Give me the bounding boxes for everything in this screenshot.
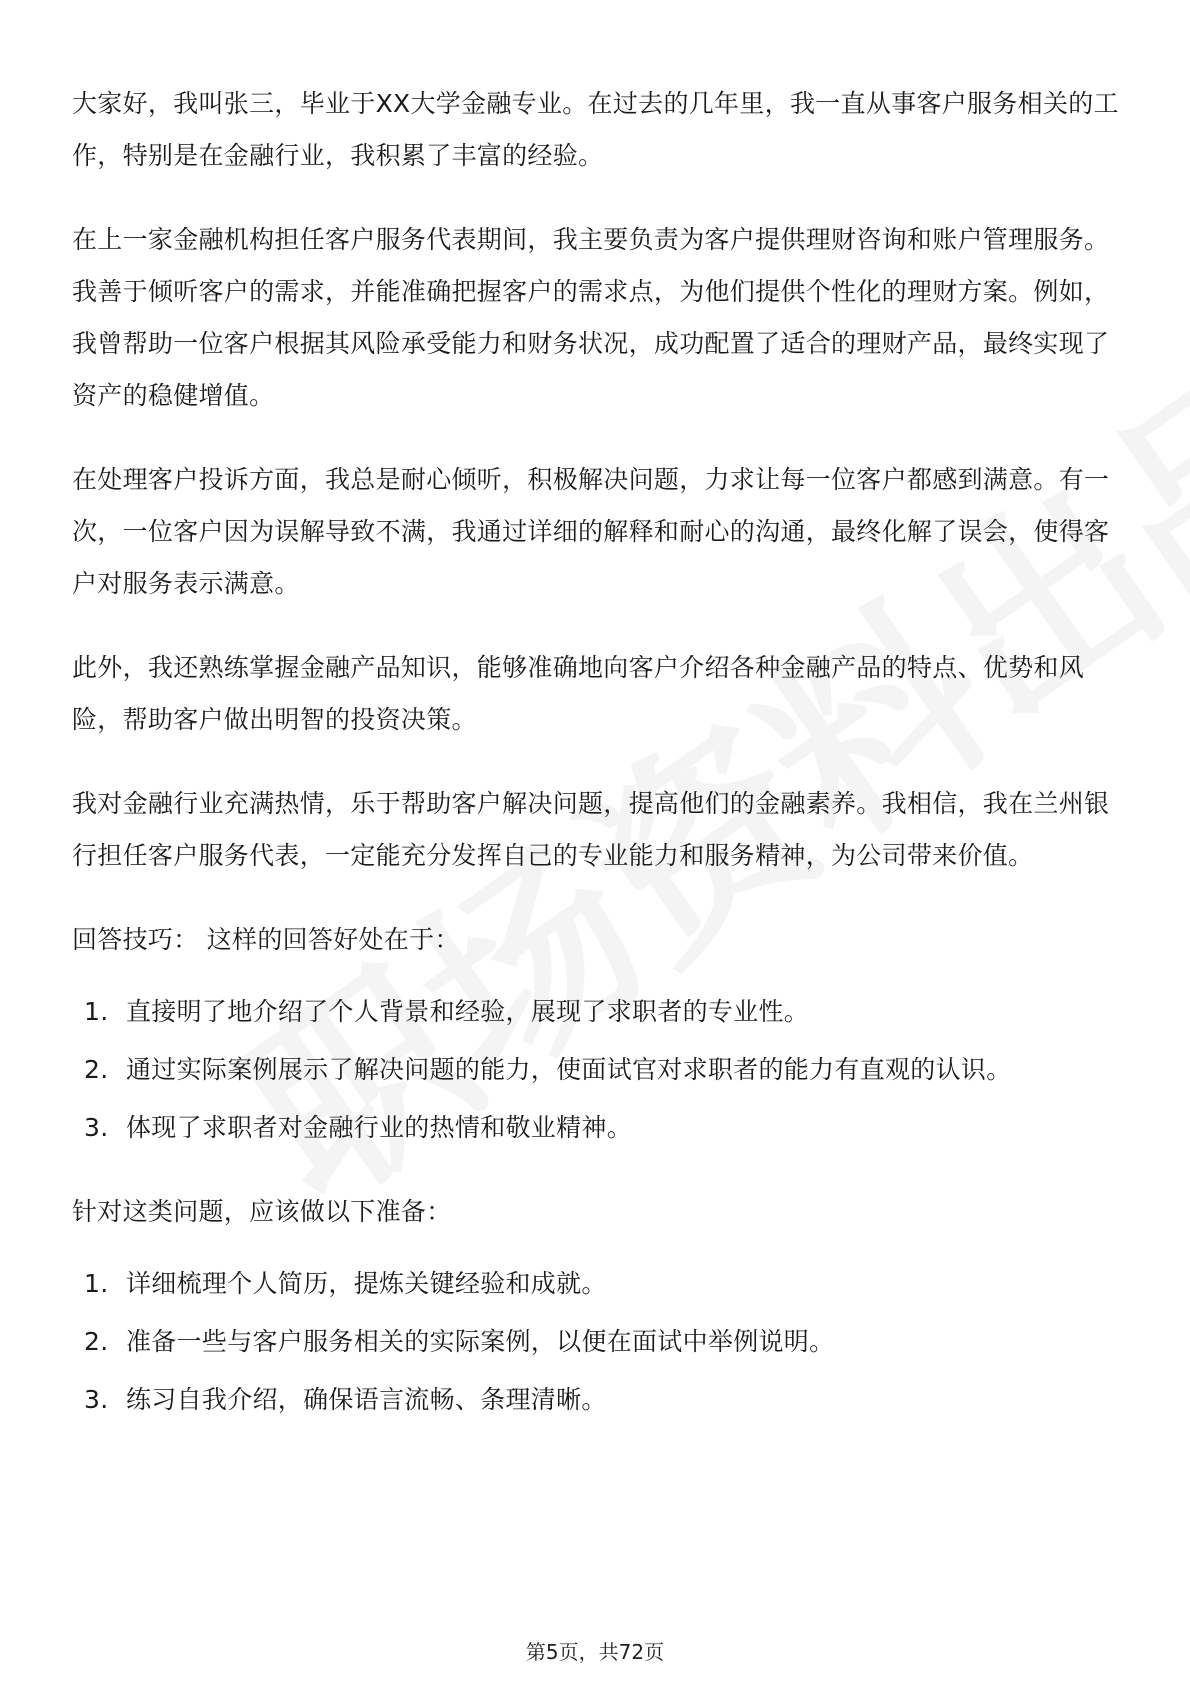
list-item [72,986,1122,1038]
list-item-text: 练习自我介绍，确保语言流畅、条理清晰。 [126,1385,607,1414]
list-item [72,1044,1122,1096]
list-item-text: 直接明了地介绍了个人背景和经验，展现了求职者的专业性。 [126,997,810,1026]
list-item [72,1374,1122,1426]
paragraph-motivation: 我对金融行业充满热情，乐于帮助客户解决问题，提高他们的金融素养。我相信，我在兰州银行担任客户服务代表，一定能充分发挥自己的专业能力和服务精神，为公司带来价值。 [72,789,1110,870]
list-item-text: 通过实际案例展示了解决问题的能力，使面试官对求职者的能力有直观的认识。 [126,1055,1012,1084]
prep-heading: 针对这类问题，应该做以下准备： [72,1197,452,1226]
list-number: 3. [84,1113,109,1142]
list-number: 2. [84,1055,109,1084]
list-item [72,1316,1122,1368]
list-number: 1. [84,997,109,1026]
prep-list [72,1258,1122,1426]
paragraph-intro: 大家好，我叫张三，毕业于XX大学金融专业。在过去的几年里，我一直从事客户服务相关的工作，特别是在金融行业，我积累了丰富的经验。 [72,89,1119,170]
list-item-text: 准备一些与客户服务相关的实际案例，以便在面试中举例说明。 [126,1327,835,1356]
paragraph-product-knowledge: 此外，我还熟练掌握金融产品知识，能够准确地向客户介绍各种金融产品的特点、优势和风险，帮助客户做出明智的投资决策。 [72,653,1085,734]
paragraph-complaints: 在处理客户投诉方面，我总是耐心倾听，积极解决问题，力求让每一位客户都感到满意。有一次，一位客户因为误解导致不满，我通过详细的解释和耐心的沟通，最终化解了误会，使得客户对服务表示满意。 [72,465,1110,598]
list-number: 3. [84,1385,109,1414]
list-item [72,1102,1122,1154]
list-number: 1. [84,1269,109,1298]
tips-list [72,986,1122,1154]
paragraph-experience: 在上一家金融机构担任客户服务代表期间，我主要负责为客户提供理财咨询和账户管理服务。我善于倾听客户的需求，并能准确把握客户的需求点，为他们提供个性化的理财方案。例如，我曾帮助一位客户根据其风险承受能力和财务状况，成功配置了适合的理财产品，最终实现了资产的稳健增值。 [72,225,1110,410]
page-number-footer: 第5页，共72页 [525,1640,665,1664]
tips-heading: 回答技巧： 这样的回答好处在于： [72,925,460,954]
list-item-text: 详细梳理个人简历，提炼关键经验和成就。 [126,1269,607,1298]
list-number: 2. [84,1327,109,1356]
list-item [72,1258,1122,1310]
document-body [72,78,1122,1458]
list-item-text: 体现了求职者对金融行业的热情和敬业精神。 [126,1113,633,1142]
